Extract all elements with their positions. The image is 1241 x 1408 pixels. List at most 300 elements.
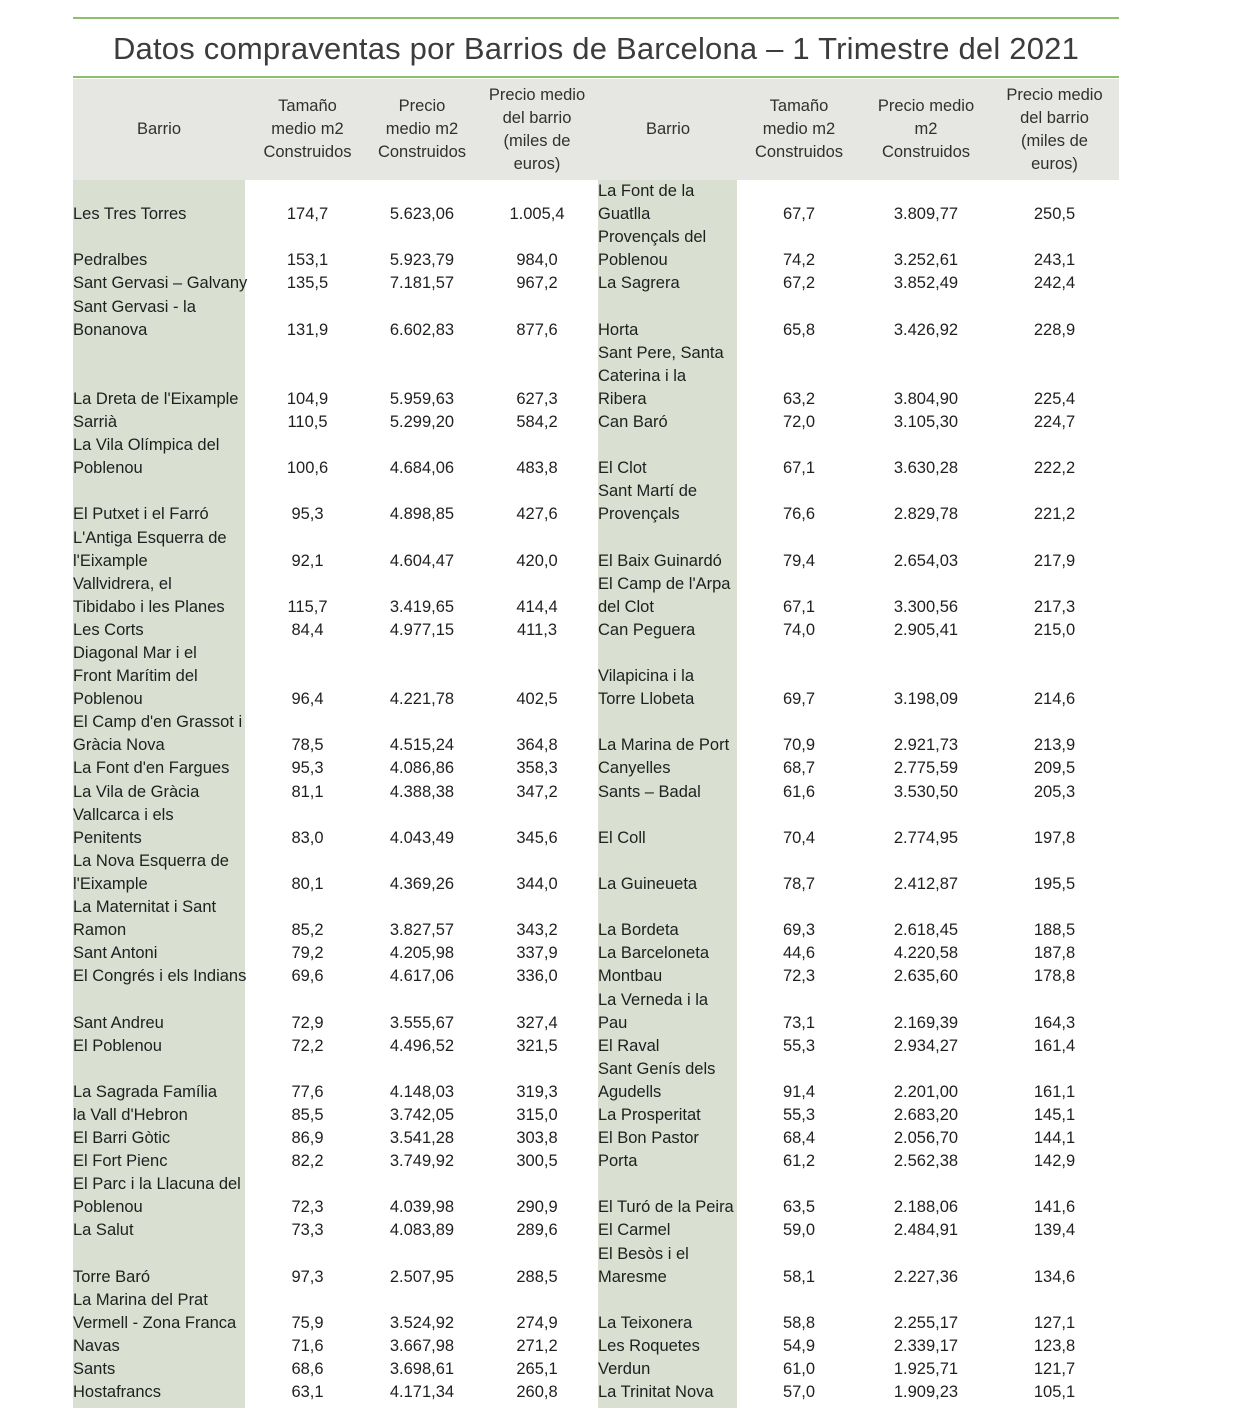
cell-barrio-right: Montbau bbox=[598, 967, 663, 986]
cell-precio-barrio-left: 288,5 bbox=[516, 1267, 558, 1286]
cell-precio-m2-right: 1.925,71 bbox=[893, 1359, 959, 1378]
page-title: Datos compraventas por Barrios de Barcelona – 1 Trimestre del 2021 bbox=[112, 31, 1080, 66]
cell-precio-m2-right: 2.829,78 bbox=[893, 505, 959, 524]
table-row bbox=[0, 295, 1241, 341]
cell-precio-m2-left: 4.039,98 bbox=[389, 1198, 455, 1217]
cell-barrio-right: Horta bbox=[598, 320, 639, 339]
cell-precio-m2-right: 2.412,87 bbox=[893, 874, 959, 893]
cell-barrio-left: Sant Antoni bbox=[73, 944, 158, 963]
cell-precio-barrio-left: 265,1 bbox=[516, 1359, 558, 1378]
cell-barrio-right: El Bon Pastor bbox=[598, 1128, 699, 1147]
cell-barrio-right: El Carmel bbox=[598, 1221, 671, 1240]
cell-barrio-left: El Barri Gòtic bbox=[73, 1128, 171, 1147]
cell-barrio-left: La Marina del Prat Vermell - Zona Franca bbox=[73, 1290, 237, 1332]
cell-barrio-right: El Baix Guinardó bbox=[598, 551, 722, 570]
cell-tamano-left: 72,2 bbox=[291, 1036, 324, 1055]
cell-tamano-left: 77,6 bbox=[291, 1082, 324, 1101]
cell-barrio-right: Vilapicina i la Torre Llobeta bbox=[598, 667, 695, 709]
cell-barrio-left: Diagonal Mar i el Front Marítim del Poblenou bbox=[73, 644, 198, 709]
cell-precio-barrio-right: 221,2 bbox=[1033, 505, 1076, 524]
cell-barrio-right: La Trinitat Nova bbox=[598, 1383, 714, 1401]
cell-precio-barrio-right: 213,9 bbox=[1033, 736, 1076, 755]
cell-precio-m2-right: 2.484,91 bbox=[893, 1221, 959, 1240]
cell-precio-m2-left: 4.617,06 bbox=[389, 967, 455, 986]
cell-precio-m2-left: 4.898,85 bbox=[389, 505, 455, 524]
cell-precio-m2-right: 3.630,28 bbox=[893, 459, 959, 478]
cell-precio-barrio-right: 145,1 bbox=[1033, 1105, 1076, 1124]
table-row bbox=[0, 1127, 1241, 1150]
cell-barrio-right: El Camp de l'Arpa del Clot bbox=[598, 574, 731, 616]
cell-precio-m2-right: 3.198,09 bbox=[893, 690, 959, 709]
cell-precio-barrio-right: 243,1 bbox=[1033, 251, 1076, 270]
cell-tamano-left: 80,1 bbox=[291, 874, 324, 893]
header-right-tamano: Tamaño medio m2 Construidos bbox=[754, 97, 844, 161]
cell-tamano-left: 95,3 bbox=[291, 759, 324, 778]
cell-precio-barrio-right: 228,9 bbox=[1033, 320, 1076, 339]
cell-tamano-right: 61,6 bbox=[782, 782, 816, 801]
cell-barrio-left: El Poblenou bbox=[73, 1036, 162, 1055]
cell-precio-barrio-right: 217,3 bbox=[1033, 597, 1076, 616]
cell-precio-m2-right: 2.056,70 bbox=[893, 1128, 959, 1147]
cell-precio-barrio-right: 123,8 bbox=[1033, 1336, 1076, 1355]
cell-tamano-right: 63,5 bbox=[782, 1198, 816, 1217]
cell-tamano-right: 72,0 bbox=[782, 413, 816, 432]
cell-precio-barrio-left: 411,3 bbox=[516, 620, 558, 639]
cell-precio-barrio-right: 205,3 bbox=[1033, 782, 1076, 801]
cell-precio-m2-right: 2.188,06 bbox=[893, 1198, 959, 1217]
cell-tamano-left: 83,0 bbox=[291, 828, 324, 847]
cell-barrio-right: Canyelles bbox=[598, 759, 671, 778]
cell-precio-barrio-left: 1.005,4 bbox=[509, 205, 565, 224]
table-row bbox=[0, 573, 1241, 619]
cell-barrio-right: Provençals del Poblenou bbox=[598, 228, 707, 270]
cell-precio-barrio-left: 303,8 bbox=[516, 1128, 558, 1147]
cell-barrio-left: la Vall d'Hebron bbox=[73, 1105, 188, 1124]
cell-tamano-right: 74,0 bbox=[782, 620, 816, 639]
table-row bbox=[0, 1058, 1241, 1104]
cell-precio-m2-right: 3.426,92 bbox=[893, 320, 959, 339]
cell-precio-m2-right: 2.227,36 bbox=[893, 1267, 959, 1286]
cell-barrio-left: Sant Gervasi – Galvany bbox=[73, 274, 248, 293]
cell-precio-barrio-left: 877,6 bbox=[516, 320, 558, 339]
table-header bbox=[73, 79, 1119, 180]
cell-precio-m2-right: 3.530,50 bbox=[893, 782, 959, 801]
cell-barrio-left: La Font d'en Fargues bbox=[73, 759, 230, 778]
cell-barrio-left: Pedralbes bbox=[73, 251, 148, 270]
cell-precio-m2-right: 2.201,00 bbox=[893, 1082, 959, 1101]
cell-barrio-left: La Maternitat i Sant Ramon bbox=[73, 898, 217, 940]
cell-precio-barrio-left: 289,6 bbox=[516, 1221, 558, 1240]
cell-tamano-right: 68,4 bbox=[782, 1128, 816, 1147]
header-left-tamano: Tamaño medio m2 Construidos bbox=[263, 97, 352, 161]
cell-precio-barrio-right: 121,7 bbox=[1033, 1359, 1076, 1378]
cell-precio-m2-right: 2.654,03 bbox=[893, 551, 959, 570]
cell-barrio-right: La Sagrera bbox=[598, 274, 680, 293]
cell-precio-m2-right: 2.921,73 bbox=[893, 736, 959, 755]
cell-tamano-right: 73,1 bbox=[782, 1013, 816, 1032]
cell-barrio-left: La Dreta de l'Eixample bbox=[73, 389, 239, 408]
cell-barrio-left: Vallcarca i els Penitents bbox=[73, 805, 174, 847]
cell-barrio-left: Les Corts bbox=[73, 620, 144, 639]
table-row bbox=[0, 942, 1241, 965]
cell-precio-m2-right: 2.618,45 bbox=[893, 921, 959, 940]
cell-precio-m2-left: 4.171,34 bbox=[389, 1383, 455, 1401]
cell-precio-m2-right: 2.934,27 bbox=[893, 1036, 959, 1055]
cell-precio-m2-right: 2.775,59 bbox=[893, 759, 959, 778]
cell-barrio-left: Sant Gervasi - la Bonanova bbox=[73, 297, 196, 339]
cell-tamano-right: 58,8 bbox=[782, 1313, 816, 1332]
cell-tamano-right: 76,6 bbox=[782, 505, 816, 524]
table-row bbox=[0, 226, 1241, 272]
cell-precio-m2-left: 4.496,52 bbox=[389, 1036, 455, 1055]
cell-precio-barrio-left: 483,8 bbox=[516, 459, 558, 478]
cell-barrio-left: El Fort Pienc bbox=[73, 1152, 168, 1171]
cell-precio-barrio-left: 967,2 bbox=[516, 274, 558, 293]
table-row bbox=[0, 965, 1241, 988]
cell-tamano-left: 73,3 bbox=[291, 1221, 324, 1240]
cell-precio-barrio-right: 215,0 bbox=[1033, 620, 1076, 639]
cell-precio-barrio-right: 222,2 bbox=[1033, 459, 1076, 478]
cell-barrio-left: La Nova Esquerra de l'Eixample bbox=[73, 851, 229, 893]
table-row bbox=[0, 1035, 1241, 1058]
cell-precio-m2-right: 2.683,20 bbox=[893, 1105, 959, 1124]
cell-tamano-right: 44,6 bbox=[782, 944, 816, 963]
cell-precio-m2-right: 2.562,38 bbox=[893, 1152, 959, 1171]
cell-precio-m2-right: 4.220,58 bbox=[893, 944, 959, 963]
cell-precio-m2-left: 4.148,03 bbox=[389, 1082, 455, 1101]
cell-precio-barrio-left: 344,0 bbox=[516, 874, 558, 893]
cell-precio-barrio-right: 197,8 bbox=[1033, 828, 1076, 847]
cell-precio-barrio-left: 260,8 bbox=[516, 1383, 558, 1401]
table-row bbox=[0, 434, 1241, 480]
cell-precio-m2-left: 6.602,83 bbox=[389, 320, 455, 339]
cell-precio-barrio-right: 178,8 bbox=[1033, 967, 1076, 986]
table-row bbox=[0, 804, 1241, 850]
cell-tamano-left: 69,6 bbox=[291, 967, 324, 986]
cell-precio-barrio-left: 984,0 bbox=[516, 251, 558, 270]
cell-barrio-left: La Sagrada Família bbox=[73, 1082, 217, 1101]
cell-precio-barrio-right: 134,6 bbox=[1033, 1267, 1076, 1286]
cell-tamano-left: 85,2 bbox=[291, 921, 324, 940]
cell-precio-m2-left: 5.923,79 bbox=[389, 251, 455, 270]
cell-precio-barrio-left: 315,0 bbox=[516, 1105, 558, 1124]
cell-barrio-right: La Verneda i la Pau bbox=[598, 990, 709, 1032]
cell-tamano-right: 79,4 bbox=[782, 551, 816, 570]
cell-barrio-left: Sants bbox=[73, 1359, 116, 1378]
cell-tamano-right: 69,7 bbox=[782, 690, 816, 709]
cell-tamano-right: 67,2 bbox=[782, 274, 816, 293]
cell-tamano-right: 68,7 bbox=[782, 759, 816, 778]
cell-precio-m2-right: 2.774,95 bbox=[893, 828, 959, 847]
cell-precio-barrio-left: 414,4 bbox=[516, 597, 558, 616]
table-row bbox=[0, 988, 1241, 1034]
cell-tamano-left: 92,1 bbox=[291, 551, 324, 570]
table-body bbox=[0, 180, 1241, 1404]
cell-tamano-left: 96,4 bbox=[291, 690, 324, 709]
table-row bbox=[0, 1381, 1241, 1404]
cell-barrio-right: Can Baró bbox=[598, 413, 668, 432]
cell-tamano-right: 69,3 bbox=[782, 921, 816, 940]
cell-barrio-right: Sant Pere, Santa Caterina i la Ribera bbox=[598, 343, 724, 408]
cell-barrio-left: Sant Andreu bbox=[73, 1013, 164, 1032]
cell-tamano-right: 91,4 bbox=[782, 1082, 816, 1101]
cell-precio-barrio-left: 319,3 bbox=[516, 1082, 558, 1101]
cell-precio-barrio-left: 364,8 bbox=[516, 736, 558, 755]
cell-precio-m2-left: 7.181,57 bbox=[389, 274, 455, 293]
cell-precio-barrio-right: 141,6 bbox=[1033, 1198, 1076, 1217]
cell-tamano-left: 79,2 bbox=[291, 944, 324, 963]
cell-barrio-left: Torre Baró bbox=[73, 1267, 151, 1286]
cell-barrio-left: La Vila Olímpica del Poblenou bbox=[73, 436, 220, 478]
cell-barrio-left: Hostafrancs bbox=[73, 1383, 162, 1401]
cell-precio-m2-right: 3.804,90 bbox=[893, 389, 959, 408]
cell-precio-m2-right: 1.909,23 bbox=[893, 1383, 959, 1401]
cell-precio-barrio-left: 358,3 bbox=[516, 759, 558, 778]
table-row bbox=[0, 1219, 1241, 1242]
cell-precio-barrio-left: 274,9 bbox=[516, 1313, 558, 1332]
cell-precio-barrio-right: 144,1 bbox=[1033, 1128, 1076, 1147]
table-row bbox=[0, 1358, 1241, 1381]
table-row bbox=[0, 526, 1241, 572]
cell-barrio-right: Porta bbox=[598, 1152, 638, 1171]
cell-precio-barrio-left: 345,6 bbox=[516, 828, 558, 847]
cell-barrio-right: Sant Genís dels Agudells bbox=[598, 1059, 716, 1101]
cell-tamano-left: 81,1 bbox=[291, 782, 324, 801]
cell-tamano-left: 75,9 bbox=[291, 1313, 324, 1332]
cell-precio-m2-left: 4.221,78 bbox=[389, 690, 455, 709]
cell-tamano-right: 54,9 bbox=[782, 1336, 816, 1355]
cell-precio-m2-left: 3.742,05 bbox=[389, 1105, 455, 1124]
cell-precio-m2-left: 2.507,95 bbox=[389, 1267, 455, 1286]
cell-precio-m2-left: 3.749,92 bbox=[389, 1152, 455, 1171]
cell-precio-m2-left: 3.555,67 bbox=[389, 1013, 455, 1032]
cell-precio-barrio-left: 343,2 bbox=[516, 921, 558, 940]
cell-precio-barrio-left: 420,0 bbox=[516, 551, 558, 570]
cell-barrio-left: L'Antiga Esquerra de l'Eixample bbox=[73, 528, 227, 570]
cell-tamano-right: 61,2 bbox=[782, 1152, 816, 1171]
cell-precio-barrio-left: 300,5 bbox=[516, 1152, 558, 1171]
cell-barrio-left: La Vila de Gràcia bbox=[73, 782, 200, 801]
cell-precio-m2-right: 3.809,77 bbox=[893, 205, 959, 224]
cell-precio-barrio-right: 209,5 bbox=[1033, 759, 1076, 778]
cell-tamano-left: 100,6 bbox=[286, 459, 329, 478]
cell-precio-barrio-left: 402,5 bbox=[516, 690, 558, 709]
table-row bbox=[0, 1289, 1241, 1335]
cell-tamano-left: 95,3 bbox=[291, 505, 324, 524]
cell-barrio-right: La Teixonera bbox=[598, 1313, 693, 1332]
cell-precio-barrio-right: 105,1 bbox=[1033, 1383, 1076, 1401]
cell-barrio-right: La Marina de Port bbox=[598, 736, 730, 755]
cell-tamano-left: 68,6 bbox=[291, 1359, 324, 1378]
cell-barrio-left: Navas bbox=[73, 1336, 120, 1355]
title-divider-line bbox=[73, 76, 1119, 78]
cell-precio-m2-right: 3.852,49 bbox=[893, 274, 959, 293]
cell-tamano-left: 97,3 bbox=[291, 1267, 324, 1286]
cell-barrio-right: La Guineueta bbox=[598, 874, 698, 893]
header-left-precio-barrio: Precio medio del barrio (miles de euros) bbox=[488, 85, 586, 173]
cell-precio-m2-left: 4.977,15 bbox=[389, 620, 455, 639]
cell-precio-barrio-right: 188,5 bbox=[1033, 921, 1076, 940]
cell-tamano-right: 63,2 bbox=[782, 389, 816, 408]
cell-precio-barrio-left: 336,0 bbox=[516, 967, 558, 986]
cell-tamano-left: 82,2 bbox=[291, 1152, 324, 1171]
cell-tamano-right: 72,3 bbox=[782, 967, 816, 986]
cell-precio-m2-left: 4.369,26 bbox=[389, 874, 455, 893]
cell-barrio-right: El Raval bbox=[598, 1036, 660, 1055]
cell-precio-barrio-right: 142,9 bbox=[1033, 1152, 1076, 1171]
cell-barrio-right: El Besòs i el Maresme bbox=[598, 1244, 689, 1286]
cell-precio-m2-left: 4.388,38 bbox=[389, 782, 455, 801]
top-divider-line bbox=[73, 17, 1119, 19]
cell-precio-m2-left: 3.419,65 bbox=[389, 597, 455, 616]
cell-tamano-left: 71,6 bbox=[291, 1336, 324, 1355]
cell-tamano-right: 78,7 bbox=[782, 874, 816, 893]
cell-precio-barrio-right: 214,6 bbox=[1033, 690, 1076, 709]
cell-precio-barrio-left: 321,5 bbox=[516, 1036, 558, 1055]
cell-precio-m2-right: 2.635,60 bbox=[893, 967, 959, 986]
cell-barrio-left: La Salut bbox=[73, 1221, 134, 1240]
cell-tamano-left: 86,9 bbox=[291, 1128, 324, 1147]
cell-precio-m2-left: 4.604,47 bbox=[389, 551, 455, 570]
cell-precio-barrio-left: 271,2 bbox=[516, 1336, 558, 1355]
cell-precio-m2-left: 4.515,24 bbox=[389, 736, 455, 755]
cell-tamano-left: 135,5 bbox=[286, 274, 329, 293]
cell-tamano-right: 67,1 bbox=[782, 597, 816, 616]
cell-precio-m2-right: 2.339,17 bbox=[893, 1336, 959, 1355]
cell-tamano-right: 74,2 bbox=[782, 251, 816, 270]
cell-barrio-right: El Clot bbox=[598, 459, 647, 478]
cell-tamano-left: 72,3 bbox=[291, 1198, 324, 1217]
table-row bbox=[0, 1104, 1241, 1127]
table-row bbox=[0, 272, 1241, 295]
cell-barrio-right: El Coll bbox=[598, 828, 646, 847]
cell-precio-barrio-right: 161,1 bbox=[1033, 1082, 1076, 1101]
cell-tamano-right: 65,8 bbox=[782, 320, 816, 339]
cell-tamano-left: 63,1 bbox=[291, 1383, 324, 1401]
cell-precio-m2-left: 3.667,98 bbox=[389, 1336, 455, 1355]
cell-precio-barrio-left: 584,2 bbox=[516, 413, 558, 432]
cell-barrio-right: La Prosperitat bbox=[598, 1105, 701, 1124]
cell-barrio-left: Vallvidrera, el Tibidabo i les Planes bbox=[73, 574, 225, 616]
cell-precio-m2-left: 3.827,57 bbox=[389, 921, 455, 940]
cell-precio-m2-right: 3.105,30 bbox=[893, 413, 959, 432]
table-row bbox=[0, 896, 1241, 942]
table-row bbox=[0, 411, 1241, 434]
cell-precio-barrio-right: 127,1 bbox=[1033, 1313, 1076, 1332]
cell-barrio-left: El Camp d'en Grassot i Gràcia Nova bbox=[73, 713, 243, 755]
cell-barrio-right: Verdun bbox=[598, 1359, 651, 1378]
cell-tamano-left: 115,7 bbox=[287, 597, 328, 616]
cell-precio-barrio-right: 161,4 bbox=[1033, 1036, 1076, 1055]
cell-barrio-left: Les Tres Torres bbox=[73, 205, 187, 224]
cell-precio-barrio-left: 347,2 bbox=[516, 782, 558, 801]
cell-tamano-right: 70,9 bbox=[782, 736, 816, 755]
cell-precio-barrio-right: 242,4 bbox=[1033, 274, 1076, 293]
cell-precio-barrio-right: 187,8 bbox=[1033, 944, 1076, 963]
cell-precio-m2-right: 2.905,41 bbox=[893, 620, 959, 639]
cell-precio-m2-left: 5.623,06 bbox=[389, 205, 455, 224]
cell-precio-barrio-left: 627,3 bbox=[516, 389, 558, 408]
cell-barrio-left: Sarrià bbox=[73, 413, 118, 432]
header-left-barrio: Barrio bbox=[136, 120, 181, 138]
cell-tamano-left: 85,5 bbox=[291, 1105, 324, 1124]
table-row bbox=[0, 619, 1241, 642]
table-row bbox=[0, 1150, 1241, 1173]
cell-tamano-left: 72,9 bbox=[291, 1013, 324, 1032]
cell-precio-barrio-right: 225,4 bbox=[1033, 389, 1076, 408]
table-row bbox=[0, 711, 1241, 757]
cell-barrio-left: El Congrés i els Indians bbox=[73, 967, 247, 986]
cell-precio-barrio-left: 327,4 bbox=[516, 1013, 558, 1032]
cell-precio-barrio-left: 337,9 bbox=[516, 944, 558, 963]
cell-tamano-right: 57,0 bbox=[782, 1383, 816, 1401]
cell-tamano-left: 78,5 bbox=[291, 736, 324, 755]
cell-tamano-right: 59,0 bbox=[782, 1221, 816, 1240]
cell-barrio-right: Can Peguera bbox=[598, 620, 696, 639]
cell-precio-barrio-left: 290,9 bbox=[516, 1198, 558, 1217]
cell-precio-barrio-right: 139,4 bbox=[1033, 1221, 1076, 1240]
cell-precio-m2-right: 2.255,17 bbox=[893, 1313, 959, 1332]
cell-precio-barrio-right: 224,7 bbox=[1033, 413, 1076, 432]
table-row bbox=[0, 850, 1241, 896]
table-row bbox=[0, 757, 1241, 780]
cell-barrio-left: El Putxet i el Farró bbox=[73, 505, 209, 524]
cell-tamano-right: 67,1 bbox=[782, 459, 816, 478]
cell-barrio-right: La Font de la Guatlla bbox=[598, 182, 695, 224]
cell-precio-m2-left: 5.299,20 bbox=[389, 413, 455, 432]
cell-precio-m2-right: 3.252,61 bbox=[893, 251, 959, 270]
cell-precio-m2-left: 4.086,86 bbox=[389, 759, 455, 778]
cell-precio-barrio-right: 195,5 bbox=[1033, 874, 1076, 893]
table-row bbox=[0, 1335, 1241, 1358]
cell-precio-m2-left: 3.698,61 bbox=[389, 1359, 455, 1378]
cell-tamano-left: 174,7 bbox=[286, 205, 329, 224]
cell-tamano-right: 67,7 bbox=[782, 205, 816, 224]
table-row bbox=[0, 480, 1241, 526]
table-row bbox=[0, 1242, 1241, 1288]
cell-precio-m2-right: 2.169,39 bbox=[893, 1013, 959, 1032]
cell-precio-m2-left: 4.083,89 bbox=[389, 1221, 455, 1240]
cell-barrio-right: Sants – Badal bbox=[598, 782, 701, 801]
cell-tamano-right: 61,0 bbox=[782, 1359, 816, 1378]
header-right-precio-m2: Precio medio m2 Construidos bbox=[877, 97, 975, 161]
cell-precio-m2-left: 3.524,92 bbox=[389, 1313, 455, 1332]
cell-barrio-right: La Bordeta bbox=[598, 921, 679, 940]
header-left-precio-m2: Precio medio m2 Construidos bbox=[377, 97, 467, 161]
cell-tamano-left: 84,4 bbox=[291, 620, 324, 639]
cell-barrio-right: Sant Martí de Provençals bbox=[598, 482, 698, 524]
cell-tamano-right: 55,3 bbox=[782, 1105, 816, 1124]
cell-tamano-left: 104,9 bbox=[286, 389, 329, 408]
cell-tamano-right: 55,3 bbox=[782, 1036, 816, 1055]
cell-precio-m2-left: 4.205,98 bbox=[389, 944, 455, 963]
cell-tamano-left: 131,9 bbox=[286, 320, 329, 339]
table-row bbox=[0, 642, 1241, 711]
cell-barrio-right: El Turó de la Peira bbox=[598, 1198, 734, 1217]
table-row bbox=[0, 780, 1241, 803]
cell-tamano-left: 153,1 bbox=[286, 251, 329, 270]
cell-barrio-right: Les Roquetes bbox=[598, 1336, 700, 1355]
header-right-precio-barrio: Precio medio del barrio (miles de euros) bbox=[1006, 85, 1103, 173]
header-right-barrio: Barrio bbox=[645, 120, 690, 138]
table-row bbox=[0, 342, 1241, 411]
cell-precio-barrio-left: 427,6 bbox=[516, 505, 558, 524]
table-row bbox=[0, 180, 1241, 226]
cell-precio-barrio-right: 250,5 bbox=[1033, 205, 1076, 224]
cell-tamano-left: 110,5 bbox=[287, 413, 328, 432]
cell-precio-m2-left: 5.959,63 bbox=[389, 389, 455, 408]
cell-precio-m2-right: 3.300,56 bbox=[893, 597, 959, 616]
